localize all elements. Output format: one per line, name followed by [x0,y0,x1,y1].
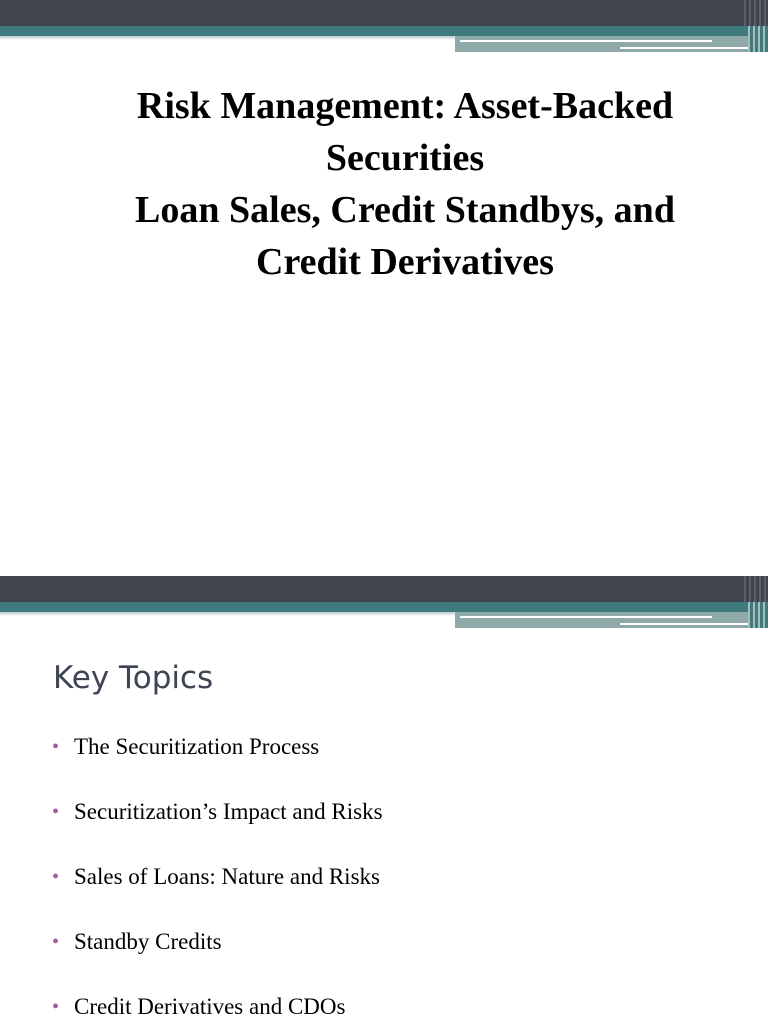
title-line: Securities [325,137,485,179]
topic-text: The Securitization Process [74,734,320,759]
list-item [50,730,383,795]
band-teal-strip [0,602,768,612]
band-grey-bar [455,36,768,52]
band-line [460,616,712,618]
header-band [0,576,768,632]
band-line [460,40,712,42]
band-shade [0,612,460,616]
topic-text: Securitization’s Impact and Risks [74,799,383,824]
list-item [50,860,383,925]
topic-text: Credit Derivatives and CDOs [74,994,346,1019]
band-shade [0,36,460,40]
slide-key-topics [0,576,768,1024]
band-grey-bar [455,612,768,628]
list-item [50,990,383,1024]
bullet-icon: • [52,866,60,888]
band-hatch-top [744,576,768,602]
title-line: Loan Sales, Credit Standbys, and [135,189,675,231]
title-line: Credit Derivatives [256,241,554,283]
band-dark-strip [0,0,768,26]
title-line: Risk Management: Asset-Backed [136,85,674,127]
slide-title-text [60,80,750,288]
band-teal-strip [0,26,768,36]
topic-text: Sales of Loans: Nature and Risks [74,864,380,889]
list-item [50,795,383,860]
header-band [0,0,768,56]
bullet-icon: • [52,996,60,1018]
band-line [620,47,748,49]
band-hatch-top [744,0,768,26]
bullet-icon: • [52,736,60,758]
bullet-icon: • [52,931,60,953]
band-hatch-bottom [748,26,768,52]
band-dark-strip [0,576,768,602]
topics-list [50,730,383,1024]
band-hatch-bottom [748,602,768,628]
list-item [50,925,383,990]
band-line [620,623,748,625]
bullet-icon: • [52,801,60,823]
topic-text: Standby Credits [74,929,222,954]
key-topics-heading: Key Topics [53,660,214,696]
